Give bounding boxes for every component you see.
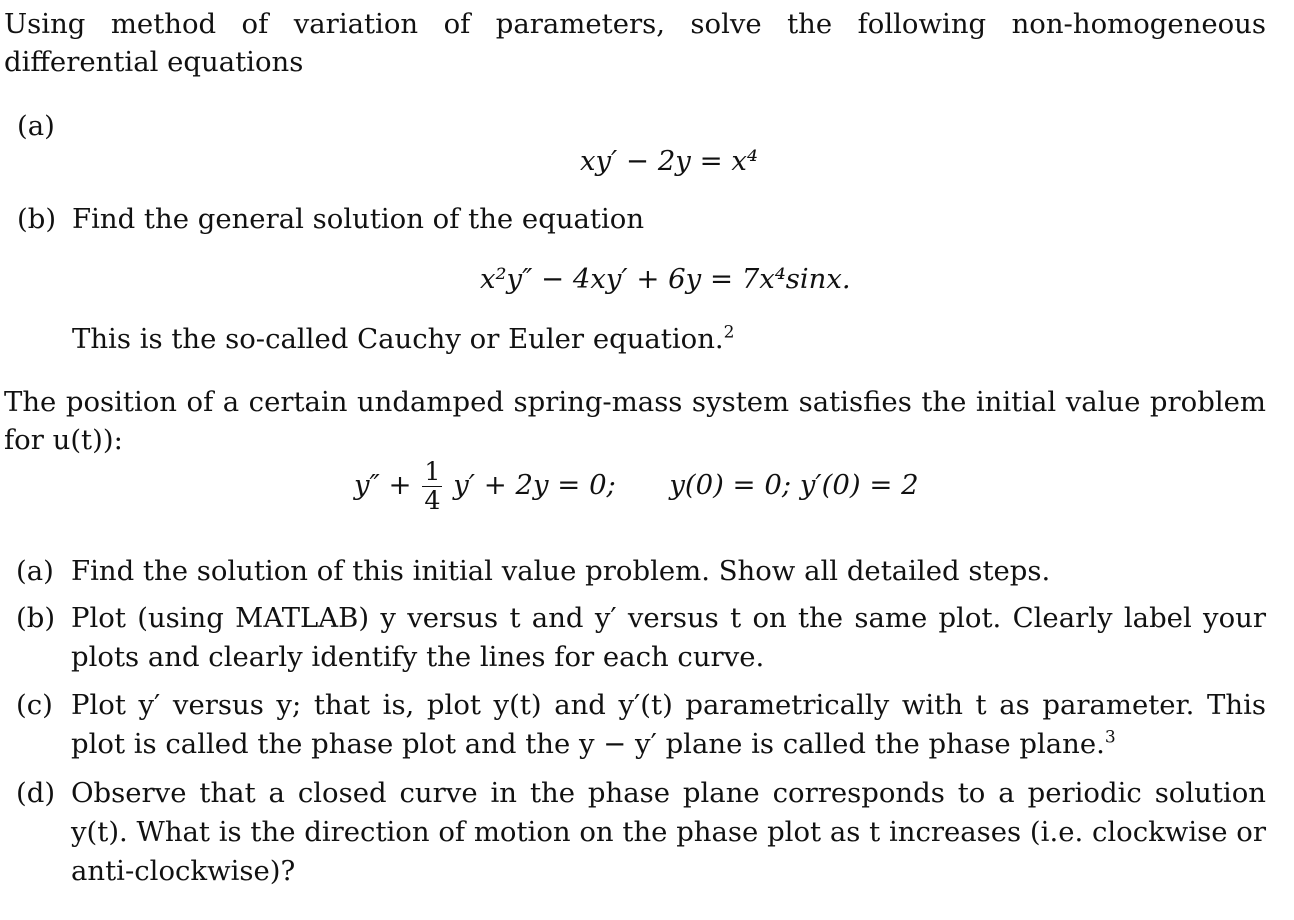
fraction-numerator: 1 [424, 457, 441, 486]
part-b-label: (b) [17, 203, 57, 235]
cauchy-euler-note-text: This is the so-called Cauchy or Euler equation. [72, 323, 724, 355]
item-a-text: Find the solution of this initial value problem. Show all detailed steps. [71, 555, 1051, 587]
item-d-text: Observe that a closed curve in the phase plane corresponds to a periodic solution y(t). What is the direction of motion on the phase plot as t increases (i.e. clockwise or anti-clockwise)? [71, 777, 1266, 887]
item-d-label: (d) [16, 777, 56, 809]
ivp-lhs-start: y″ + [354, 468, 412, 501]
item-b-label: (b) [16, 602, 56, 634]
initial-conditions: y(0) = 0; y′(0) = 2 [669, 468, 919, 501]
part-a-equation: xy′ − 2y = x⁴ [580, 145, 758, 177]
footnote-mark-3: 3 [1104, 727, 1116, 748]
item-c-label: (c) [16, 689, 53, 721]
cauchy-euler-note [72, 322, 735, 355]
item-b-text: Plot (using MATLAB) y versus t and y′ versus t on the same plot. Clearly label your plots and clearly identify the lines for each curve. [71, 602, 1266, 673]
ivp-equation [354, 458, 919, 515]
section2-intro: The position of a certain undamped spring-mass system satisfies the initial value problem for u(t)): [4, 386, 1266, 456]
item-c-text [71, 686, 1266, 764]
section1-intro: Using method of variation of parameters, solve the following non-homogeneous differential equations [4, 8, 1266, 78]
part-a-label: (a) [17, 110, 55, 142]
fraction-denominator: 4 [424, 485, 441, 515]
part-b-equation: x²y″ − 4xy′ + 6y = 7x⁴sinx. [480, 263, 851, 295]
footnote-mark-2: 2 [723, 322, 735, 343]
item-a-label: (a) [16, 555, 54, 587]
part-b-text: Find the general solution of the equation [72, 203, 645, 235]
ivp-lhs-end: y′ + 2y = 0; [453, 468, 616, 501]
item-c-text-body: Plot y′ versus y; that is, plot y(t) and y′(t) parametrically with t as parameter. This plot is called the phase plot and the y − y′ plane is called the phase plane. [71, 689, 1266, 760]
quarter-fraction [422, 458, 442, 515]
